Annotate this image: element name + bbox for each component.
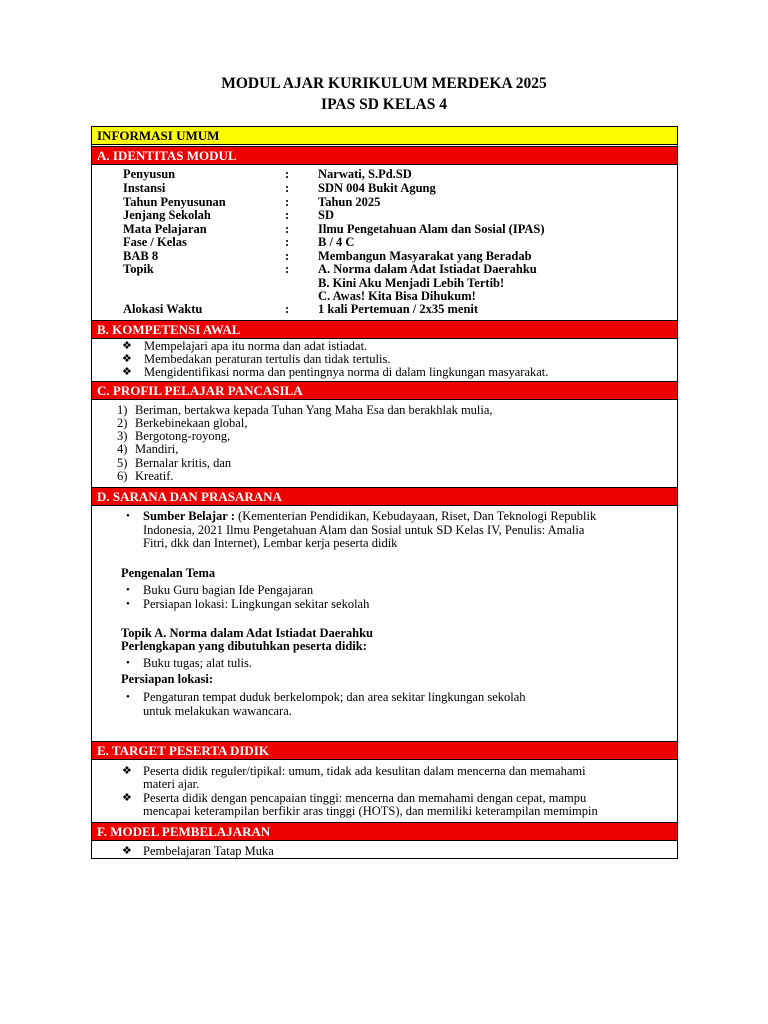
bullet-icon: •	[126, 584, 130, 596]
identity-label: Penyusun	[123, 167, 176, 181]
section-identitas-modul: A. IDENTITAS MODUL	[92, 146, 677, 165]
diamond-bullet-icon: ❖	[122, 792, 132, 804]
diamond-bullet-icon: ❖	[122, 765, 132, 777]
diamond-bullet-icon: ❖	[122, 340, 132, 352]
identity-colon: :	[285, 262, 290, 276]
identity-colon: :	[285, 302, 290, 316]
sumber-belajar-text: Fitri, dkk dan Internet), Lembar kerja peserta didik	[143, 536, 398, 550]
document-subtitle: IPAS SD KELAS 4	[321, 96, 447, 113]
identity-label: Topik	[123, 262, 154, 276]
topik-item: B. Kini Aku Menjadi Lebih Tertib!	[318, 276, 505, 290]
sumber-belajar-text: Indonesia, 2021 Ilmu Pengetahuan Alam dan Sosial untuk SD Kelas IV, Penulis: Amalia	[143, 523, 585, 537]
list-item: Bernalar kritis, dan	[135, 456, 232, 470]
list-item: Berkebinekaan global,	[135, 416, 248, 430]
identity-colon: :	[285, 195, 290, 209]
identity-colon: :	[285, 167, 290, 181]
bullet-icon: •	[126, 510, 130, 522]
section-kompetensi-awal: B. KOMPETENSI AWAL	[92, 320, 677, 339]
bullet-icon: •	[126, 691, 130, 703]
list-number: 5)	[117, 456, 128, 470]
identity-colon: :	[285, 249, 290, 263]
list-item: materi ajar.	[143, 777, 200, 791]
list-number: 2)	[117, 416, 128, 430]
list-number: 3)	[117, 429, 128, 443]
identity-label: Instansi	[123, 181, 166, 195]
list-item: Pembelajaran Tatap Muka	[143, 844, 274, 858]
list-item: Bergotong-royong,	[135, 429, 231, 443]
diamond-bullet-icon: ❖	[122, 353, 132, 365]
list-number: 1)	[117, 403, 128, 417]
topik-item: C. Awas! Kita Bisa Dihukum!	[318, 289, 476, 303]
document-title: MODUL AJAR KURIKULUM MERDEKA 2025	[221, 75, 547, 92]
identity-colon: :	[285, 222, 290, 236]
identity-value: SDN 004 Bukit Agung	[318, 181, 436, 195]
list-number: 4)	[117, 442, 128, 456]
sumber-belajar	[143, 510, 596, 524]
bullet-icon: •	[126, 598, 130, 610]
list-item: Mengidentifikasi norma dan pentingnya norma di dalam lingkungan masyarakat.	[144, 365, 549, 379]
identity-value: Tahun 2025	[318, 195, 381, 209]
identity-label: Jenjang Sekolah	[123, 208, 211, 222]
identity-label: Tahun Penyusunan	[123, 195, 226, 209]
list-item: Buku tugas; alat tulis.	[143, 656, 253, 670]
identity-value: Membangun Masyarakat yang Beradab	[318, 249, 532, 263]
list-number: 6)	[117, 469, 128, 483]
section-model-pembelajaran: F. MODEL PEMBELAJARAN	[92, 822, 677, 841]
list-item: Kreatif.	[135, 469, 174, 483]
section-sarana-prasarana: D. SARANA DAN PRASARANA	[92, 487, 677, 506]
section-informasi-umum: INFORMASI UMUM	[92, 126, 677, 145]
identity-value: 1 kali Pertemuan / 2x35 menit	[318, 302, 479, 316]
identity-colon: :	[285, 208, 290, 222]
bullet-icon: •	[126, 657, 130, 669]
subheading: Perlengkapan yang dibutuhkan peserta didik:	[121, 639, 367, 653]
subheading: Topik A. Norma dalam Adat Istiadat Daerahku	[121, 626, 374, 640]
list-item: Buku Guru bagian Ide Pengajaran	[143, 583, 314, 597]
list-item: Peserta didik reguler/tipikal: umum, tidak ada kesulitan dalam mencerna dan memahami	[143, 764, 586, 778]
identity-value: SD	[318, 208, 334, 222]
list-item: Beriman, bertakwa kepada Tuhan Yang Maha Esa dan berakhlak mulia,	[135, 403, 493, 417]
sumber-belajar-label: Sumber Belajar :	[143, 509, 235, 523]
subheading: Persiapan lokasi:	[121, 672, 214, 686]
identity-value: B / 4 C	[318, 235, 355, 249]
list-item: untuk melakukan wawancara.	[143, 704, 292, 718]
section-profil-pelajar: C. PROFIL PELAJAR PANCASILA	[92, 381, 677, 400]
identity-colon: :	[285, 235, 290, 249]
identity-value: A. Norma dalam Adat Istiadat Daerahku	[318, 262, 537, 276]
list-item: Pengaturan tempat duduk berkelompok; dan area sekitar lingkungan sekolah	[143, 690, 526, 704]
identity-value: Ilmu Pengetahuan Alam dan Sosial (IPAS)	[318, 222, 545, 236]
list-item: Mandiri,	[135, 442, 179, 456]
list-item: Persiapan lokasi: Lingkungan sekitar sekolah	[143, 597, 370, 611]
list-item: Peserta didik dengan pencapaian tinggi: mencerna dan memahami dengan cepat, mampu	[143, 791, 587, 805]
identity-colon: :	[285, 181, 290, 195]
sumber-belajar-text: (Kementerian Pendidikan, Kebudayaan, Riset, Dan Teknologi Republik	[234, 509, 597, 523]
diamond-bullet-icon: ❖	[122, 366, 132, 378]
diamond-bullet-icon: ❖	[122, 845, 132, 857]
list-item: Membedakan peraturan tertulis dan tidak tertulis.	[144, 352, 391, 366]
identity-label: Mata Pelajaran	[123, 222, 207, 236]
identity-label: BAB 8	[123, 249, 159, 263]
list-item: mencapai keterampilan berfikir aras tinggi (HOTS), dan memiliki keterampilan memimpin	[143, 804, 598, 818]
section-target-peserta: E. TARGET PESERTA DIDIK	[92, 741, 677, 760]
list-item: Mempelajari apa itu norma dan adat istiadat.	[144, 339, 368, 353]
identity-value: Narwati, S.Pd.SD	[318, 167, 412, 181]
identity-label: Alokasi Waktu	[123, 302, 203, 316]
identity-label: Fase / Kelas	[123, 235, 187, 249]
subheading: Pengenalan Tema	[121, 566, 216, 580]
